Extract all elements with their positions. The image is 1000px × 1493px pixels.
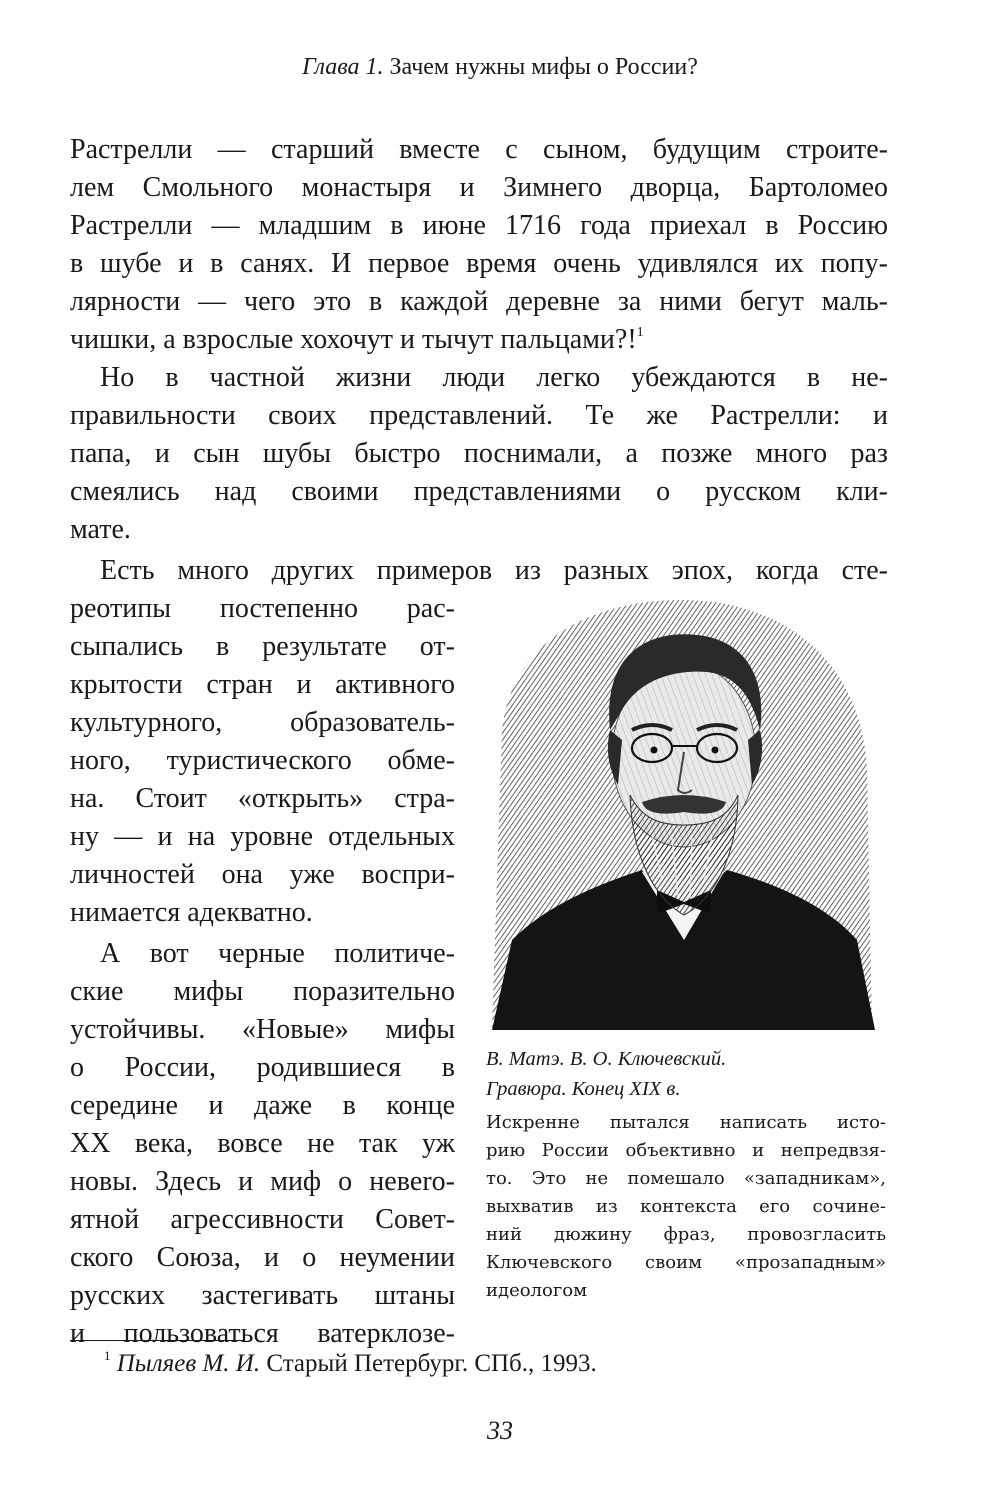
text-line: лярности — чего это в каждой деревне за ними бегут маль- [70,286,888,317]
text-line: и пользоваться ватерклозе- [70,1318,455,1349]
text-line: ские мифы поразительно [70,976,455,1007]
text-line: Растрелли — старший вместе с сыном, будущим строите- [70,134,888,165]
footnote-source: Старый Петербург. СПб., 1993. [266,1350,597,1377]
text-line: лем Смольного монастыря и Зимнего дворца, Бартоломео [70,172,888,203]
figure-caption-title: В. Матэ. В. О. Ключевский. [486,1048,727,1070]
text-line-with-footnote [70,322,888,358]
text-line: середине и даже в конце [70,1090,455,1121]
text-line: Но в частной жизни люди легко убеждаются в не- [100,362,888,393]
text-line: чишки, а взрослые хохочут и тычут пальцами?! [70,324,637,355]
text-line: Растрелли — младшим в июне 1716 года приехал в Россию [70,210,888,241]
text-line: ского Союза, и о неумении [70,1242,455,1273]
text-line: русских застегивать штаны [70,1280,455,1311]
text-line: ятной агрессивности Совет- [70,1204,455,1235]
footnote-rule [70,1340,245,1341]
text-line: крытости стран и активного [70,669,455,700]
text-line: ного, туристического обме- [70,745,455,776]
text-line: культурного, образователь- [70,707,455,738]
figure-caption-text: выхватив из контекста его сочине- [486,1196,886,1217]
text-line: ну — и на уровне отдельных [70,821,455,852]
text-line: реотипы постепенно рас- [70,593,455,624]
running-head [0,52,1000,82]
figure-caption-text: ний дюжину фраз, провозгласить [486,1224,886,1245]
text-line: мате. [70,514,131,545]
page-number: 33 [487,1416,513,1445]
text-line: XX века, вовсе не так уж [70,1128,455,1159]
text-line: личностей она уже воспри- [70,859,455,890]
text-line: смеялись над своими представлениями о русском кли- [70,476,888,507]
footnote-number: 1 [104,1348,111,1363]
text-line: А вот черные политиче- [100,938,455,969]
text-line: о России, родившиеся в [70,1052,455,1083]
portrait-engraving [492,580,875,1030]
text-line: сыпались в результате от- [70,631,455,662]
text-line: на. Стоит «открыть» стра- [70,783,455,814]
chapter-label: Глава 1. [302,54,384,80]
figure-caption-title: Гравюра. Конец XIX в. [486,1078,681,1100]
text-line: папа, и сын шубы быстро поснимали, а позже много раз [70,438,888,469]
chapter-title: Зачем нужны мифы о России? [389,54,698,80]
figure-caption-text: Искренне пытался написать исто- [486,1112,886,1133]
figure-caption-text: идеологом [486,1280,588,1301]
text-line: устойчивы. «Новые» мифы [70,1014,455,1045]
figure-caption-text: Ключевского своим «прозападным» [486,1252,886,1273]
text-line: в шубе и в санях. И первое время очень удивлялся их попу- [70,248,888,279]
figure-caption-text: рию России объективно и непредвзя- [486,1140,886,1161]
text-line: Есть много других примеров из разных эпох, когда сте- [100,555,888,586]
figure-caption-text: то. Это не помешало «западникам», [486,1168,886,1189]
text-line: нимается адекватно. [70,897,313,928]
text-line: правильности своих представлений. Те же Растрелли: и [70,400,888,431]
footnote-author: Пыляев М. И. [116,1350,261,1377]
text-line: новы. Здесь и миф о невero- [70,1166,455,1197]
footnote [104,1348,597,1380]
footnote-marker: 1 [636,325,644,340]
